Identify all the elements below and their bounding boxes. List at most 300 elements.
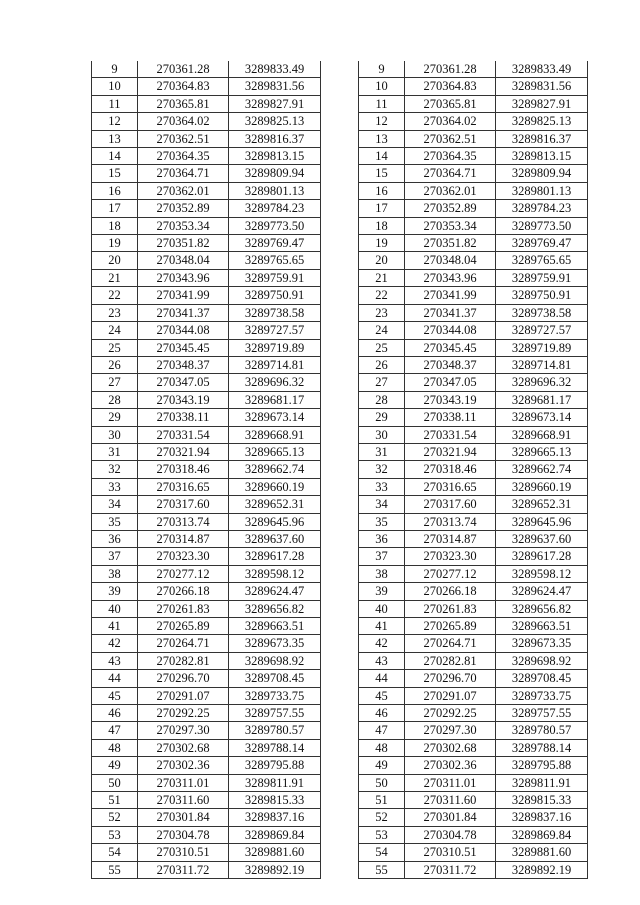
point-number-cell: 44 [92,670,138,687]
x-coordinate-cell: 270348.04 [138,252,229,269]
table-row [92,130,321,147]
y-coordinate-cell: 3289827.91 [229,95,321,112]
y-coordinate-cell: 3289892.19 [229,861,321,878]
y-coordinate-cell: 3289784.23 [229,200,321,217]
y-coordinate-cell: 3289801.13 [229,182,321,199]
y-coordinate-cell: 3289733.75 [496,687,588,704]
y-coordinate-cell: 3289719.89 [496,339,588,356]
x-coordinate-cell: 270302.68 [405,739,496,756]
x-coordinate-cell: 270310.51 [138,844,229,861]
table-row [359,217,588,234]
point-number-cell: 55 [92,861,138,878]
table-row [92,635,321,652]
point-number-cell: 47 [92,722,138,739]
table-row [359,705,588,722]
table-row [359,304,588,321]
y-coordinate-cell: 3289652.31 [496,496,588,513]
point-number-cell: 20 [359,252,405,269]
table-row [92,757,321,774]
point-number-cell: 46 [92,705,138,722]
x-coordinate-cell: 270302.68 [138,739,229,756]
x-coordinate-cell: 270302.36 [138,757,229,774]
table-row [359,339,588,356]
point-number-cell: 22 [359,287,405,304]
table-row [359,478,588,495]
x-coordinate-cell: 270331.54 [405,426,496,443]
table-row [359,130,588,147]
point-number-cell: 32 [92,461,138,478]
x-coordinate-cell: 270364.02 [138,113,229,130]
x-coordinate-cell: 270338.11 [405,409,496,426]
x-coordinate-cell: 270296.70 [138,670,229,687]
point-number-cell: 21 [92,269,138,286]
point-number-cell: 50 [92,774,138,791]
table-row [92,530,321,547]
point-number-cell: 35 [359,513,405,530]
y-coordinate-cell: 3289881.60 [229,844,321,861]
point-number-cell: 34 [359,496,405,513]
y-coordinate-cell: 3289881.60 [496,844,588,861]
table-row [92,565,321,582]
x-coordinate-cell: 270364.02 [405,113,496,130]
x-coordinate-cell: 270311.01 [138,774,229,791]
table-row [92,304,321,321]
y-coordinate-cell: 3289637.60 [229,530,321,547]
point-number-cell: 20 [92,252,138,269]
x-coordinate-cell: 270311.01 [405,774,496,791]
point-number-cell: 29 [92,409,138,426]
x-coordinate-cell: 270344.08 [405,322,496,339]
x-coordinate-cell: 270266.18 [138,583,229,600]
x-coordinate-cell: 270314.87 [138,530,229,547]
point-number-cell: 24 [359,322,405,339]
point-number-cell: 35 [92,513,138,530]
y-coordinate-cell: 3289833.49 [229,61,321,78]
y-coordinate-cell: 3289673.35 [496,635,588,652]
table-row [359,443,588,460]
x-coordinate-cell: 270351.82 [138,235,229,252]
point-number-cell: 54 [92,844,138,861]
table-row [359,548,588,565]
table-row [359,861,588,878]
point-number-cell: 48 [92,739,138,756]
y-coordinate-cell: 3289668.91 [496,426,588,443]
table-row [359,61,588,78]
x-coordinate-cell: 270344.08 [138,322,229,339]
point-number-cell: 31 [359,443,405,460]
point-number-cell: 51 [92,792,138,809]
x-coordinate-cell: 270304.78 [405,826,496,843]
x-coordinate-cell: 270347.05 [405,374,496,391]
y-coordinate-cell: 3289662.74 [496,461,588,478]
x-coordinate-cell: 270261.83 [138,600,229,617]
x-coordinate-cell: 270365.81 [405,95,496,112]
x-coordinate-cell: 270318.46 [405,461,496,478]
y-coordinate-cell: 3289673.14 [496,409,588,426]
point-number-cell: 38 [359,565,405,582]
table-row [92,548,321,565]
point-number-cell: 21 [359,269,405,286]
y-coordinate-cell: 3289696.32 [229,374,321,391]
x-coordinate-cell: 270264.71 [138,635,229,652]
table-row [92,722,321,739]
table-row [359,844,588,861]
table-row [92,217,321,234]
table-row [92,826,321,843]
x-coordinate-cell: 270282.81 [405,652,496,669]
table-row [92,670,321,687]
y-coordinate-cell: 3289663.51 [229,618,321,635]
point-number-cell: 42 [359,635,405,652]
x-coordinate-cell: 270292.25 [138,705,229,722]
table-row [359,322,588,339]
table-row [92,443,321,460]
y-coordinate-cell: 3289733.75 [229,687,321,704]
point-number-cell: 32 [359,461,405,478]
table-row [92,774,321,791]
point-number-cell: 46 [359,705,405,722]
y-coordinate-cell: 3289656.82 [496,600,588,617]
point-number-cell: 44 [359,670,405,687]
x-coordinate-cell: 270331.54 [138,426,229,443]
y-coordinate-cell: 3289708.45 [496,670,588,687]
table-row [92,739,321,756]
y-coordinate-cell: 3289637.60 [496,530,588,547]
x-coordinate-cell: 270351.82 [405,235,496,252]
y-coordinate-cell: 3289765.65 [496,252,588,269]
table-row [92,252,321,269]
table-row [92,461,321,478]
table-row [92,391,321,408]
coordinate-table-right-body [359,61,588,879]
y-coordinate-cell: 3289869.84 [496,826,588,843]
x-coordinate-cell: 270362.51 [138,130,229,147]
y-coordinate-cell: 3289714.81 [496,356,588,373]
table-row [92,809,321,826]
point-number-cell: 40 [92,600,138,617]
x-coordinate-cell: 270313.74 [138,513,229,530]
table-row [359,269,588,286]
table-row [359,635,588,652]
table-row [92,705,321,722]
point-number-cell: 54 [359,844,405,861]
y-coordinate-cell: 3289784.23 [496,200,588,217]
x-coordinate-cell: 270316.65 [138,478,229,495]
y-coordinate-cell: 3289738.58 [229,304,321,321]
x-coordinate-cell: 270341.37 [138,304,229,321]
point-number-cell: 12 [359,113,405,130]
point-number-cell: 26 [359,356,405,373]
x-coordinate-cell: 270362.51 [405,130,496,147]
x-coordinate-cell: 270277.12 [138,565,229,582]
x-coordinate-cell: 270364.35 [405,148,496,165]
x-coordinate-cell: 270264.71 [405,635,496,652]
table-row [359,356,588,373]
y-coordinate-cell: 3289696.32 [496,374,588,391]
y-coordinate-cell: 3289780.57 [229,722,321,739]
point-number-cell: 29 [359,409,405,426]
x-coordinate-cell: 270311.60 [138,792,229,809]
y-coordinate-cell: 3289727.57 [229,322,321,339]
y-coordinate-cell: 3289624.47 [496,583,588,600]
point-number-cell: 9 [359,61,405,78]
y-coordinate-cell: 3289663.51 [496,618,588,635]
x-coordinate-cell: 270301.84 [405,809,496,826]
table-row [92,618,321,635]
y-coordinate-cell: 3289815.33 [229,792,321,809]
table-row [359,165,588,182]
table-row [92,322,321,339]
y-coordinate-cell: 3289831.56 [229,78,321,95]
y-coordinate-cell: 3289738.58 [496,304,588,321]
y-coordinate-cell: 3289598.12 [496,565,588,582]
x-coordinate-cell: 270343.96 [405,269,496,286]
x-coordinate-cell: 270341.99 [405,287,496,304]
point-number-cell: 13 [92,130,138,147]
x-coordinate-cell: 270353.34 [405,217,496,234]
table-row [359,722,588,739]
x-coordinate-cell: 270364.71 [405,165,496,182]
table-row [92,78,321,95]
table-row [92,426,321,443]
point-number-cell: 11 [92,95,138,112]
x-coordinate-cell: 270341.37 [405,304,496,321]
y-coordinate-cell: 3289759.91 [229,269,321,286]
x-coordinate-cell: 270265.89 [405,618,496,635]
point-number-cell: 16 [359,182,405,199]
y-coordinate-cell: 3289708.45 [229,670,321,687]
x-coordinate-cell: 270316.65 [405,478,496,495]
point-number-cell: 11 [359,95,405,112]
x-coordinate-cell: 270314.87 [405,530,496,547]
x-coordinate-cell: 270321.94 [405,443,496,460]
point-number-cell: 48 [359,739,405,756]
y-coordinate-cell: 3289813.15 [496,148,588,165]
x-coordinate-cell: 270343.19 [138,391,229,408]
point-number-cell: 27 [359,374,405,391]
table-row [359,496,588,513]
point-number-cell: 33 [359,478,405,495]
y-coordinate-cell: 3289788.14 [229,739,321,756]
y-coordinate-cell: 3289681.17 [229,391,321,408]
x-coordinate-cell: 270348.04 [405,252,496,269]
table-row [92,235,321,252]
x-coordinate-cell: 270301.84 [138,809,229,826]
x-coordinate-cell: 270318.46 [138,461,229,478]
coordinate-table-left-body [92,61,321,879]
point-number-cell: 49 [359,757,405,774]
point-number-cell: 41 [92,618,138,635]
x-coordinate-cell: 270341.99 [138,287,229,304]
y-coordinate-cell: 3289773.50 [496,217,588,234]
x-coordinate-cell: 270323.30 [405,548,496,565]
point-number-cell: 17 [359,200,405,217]
x-coordinate-cell: 270345.45 [405,339,496,356]
table-row [92,287,321,304]
x-coordinate-cell: 270282.81 [138,652,229,669]
point-number-cell: 43 [359,652,405,669]
y-coordinate-cell: 3289809.94 [229,165,321,182]
table-row [359,513,588,530]
x-coordinate-cell: 270296.70 [405,670,496,687]
x-coordinate-cell: 270362.01 [405,182,496,199]
y-coordinate-cell: 3289769.47 [496,235,588,252]
x-coordinate-cell: 270343.19 [405,391,496,408]
point-number-cell: 10 [359,78,405,95]
point-number-cell: 40 [359,600,405,617]
x-coordinate-cell: 270304.78 [138,826,229,843]
y-coordinate-cell: 3289827.91 [496,95,588,112]
point-number-cell: 25 [359,339,405,356]
x-coordinate-cell: 270261.83 [405,600,496,617]
table-row [359,826,588,843]
point-number-cell: 31 [92,443,138,460]
y-coordinate-cell: 3289668.91 [229,426,321,443]
table-row [359,113,588,130]
table-row [359,182,588,199]
table-row [359,235,588,252]
table-row [359,409,588,426]
point-number-cell: 23 [92,304,138,321]
x-coordinate-cell: 270291.07 [405,687,496,704]
x-coordinate-cell: 270362.01 [138,182,229,199]
y-coordinate-cell: 3289673.35 [229,635,321,652]
x-coordinate-cell: 270338.11 [138,409,229,426]
point-number-cell: 22 [92,287,138,304]
y-coordinate-cell: 3289645.96 [229,513,321,530]
point-number-cell: 9 [92,61,138,78]
table-row [359,200,588,217]
table-row [92,61,321,78]
table-row [359,78,588,95]
point-number-cell: 17 [92,200,138,217]
point-number-cell: 49 [92,757,138,774]
point-number-cell: 25 [92,339,138,356]
table-row [92,409,321,426]
table-row [359,391,588,408]
table-row [359,583,588,600]
point-number-cell: 55 [359,861,405,878]
y-coordinate-cell: 3289598.12 [229,565,321,582]
x-coordinate-cell: 270361.28 [138,61,229,78]
x-coordinate-cell: 270291.07 [138,687,229,704]
table-row [359,461,588,478]
table-row [359,374,588,391]
x-coordinate-cell: 270345.45 [138,339,229,356]
x-coordinate-cell: 270311.72 [405,861,496,878]
x-coordinate-cell: 270313.74 [405,513,496,530]
table-row [359,618,588,635]
x-coordinate-cell: 270352.89 [405,200,496,217]
point-number-cell: 30 [92,426,138,443]
y-coordinate-cell: 3289769.47 [229,235,321,252]
point-number-cell: 42 [92,635,138,652]
table-row [92,600,321,617]
point-number-cell: 36 [92,530,138,547]
y-coordinate-cell: 3289825.13 [496,113,588,130]
table-row [92,513,321,530]
x-coordinate-cell: 270353.34 [138,217,229,234]
y-coordinate-cell: 3289727.57 [496,322,588,339]
x-coordinate-cell: 270343.96 [138,269,229,286]
x-coordinate-cell: 270317.60 [138,496,229,513]
table-row [92,374,321,391]
y-coordinate-cell: 3289673.14 [229,409,321,426]
y-coordinate-cell: 3289757.55 [229,705,321,722]
table-row [359,670,588,687]
x-coordinate-cell: 270352.89 [138,200,229,217]
table-row [92,200,321,217]
table-row [92,844,321,861]
table-row [92,148,321,165]
table-row [359,565,588,582]
table-row [359,252,588,269]
y-coordinate-cell: 3289837.16 [229,809,321,826]
point-number-cell: 26 [92,356,138,373]
x-coordinate-cell: 270364.35 [138,148,229,165]
x-coordinate-cell: 270310.51 [405,844,496,861]
table-row [92,113,321,130]
x-coordinate-cell: 270317.60 [405,496,496,513]
x-coordinate-cell: 270266.18 [405,583,496,600]
y-coordinate-cell: 3289759.91 [496,269,588,286]
y-coordinate-cell: 3289660.19 [496,478,588,495]
y-coordinate-cell: 3289795.88 [496,757,588,774]
x-coordinate-cell: 270364.71 [138,165,229,182]
x-coordinate-cell: 270302.36 [405,757,496,774]
table-row [359,148,588,165]
table-row [92,339,321,356]
point-number-cell: 39 [92,583,138,600]
x-coordinate-cell: 270265.89 [138,618,229,635]
point-number-cell: 47 [359,722,405,739]
y-coordinate-cell: 3289681.17 [496,391,588,408]
y-coordinate-cell: 3289698.92 [496,652,588,669]
point-number-cell: 41 [359,618,405,635]
table-row [359,95,588,112]
x-coordinate-cell: 270361.28 [405,61,496,78]
table-row [359,809,588,826]
coordinate-table-right [358,61,588,879]
y-coordinate-cell: 3289809.94 [496,165,588,182]
point-number-cell: 38 [92,565,138,582]
y-coordinate-cell: 3289773.50 [229,217,321,234]
y-coordinate-cell: 3289665.13 [229,443,321,460]
y-coordinate-cell: 3289665.13 [496,443,588,460]
y-coordinate-cell: 3289816.37 [229,130,321,147]
point-number-cell: 15 [359,165,405,182]
point-number-cell: 27 [92,374,138,391]
table-row [92,269,321,286]
x-coordinate-cell: 270364.83 [138,78,229,95]
x-coordinate-cell: 270348.37 [138,356,229,373]
x-coordinate-cell: 270297.30 [405,722,496,739]
x-coordinate-cell: 270311.60 [405,792,496,809]
point-number-cell: 16 [92,182,138,199]
table-row [359,426,588,443]
point-number-cell: 52 [359,809,405,826]
x-coordinate-cell: 270292.25 [405,705,496,722]
x-coordinate-cell: 270311.72 [138,861,229,878]
y-coordinate-cell: 3289837.16 [496,809,588,826]
y-coordinate-cell: 3289811.91 [229,774,321,791]
x-coordinate-cell: 270323.30 [138,548,229,565]
coordinate-table-left [91,61,321,879]
y-coordinate-cell: 3289750.91 [496,287,588,304]
point-number-cell: 51 [359,792,405,809]
y-coordinate-cell: 3289831.56 [496,78,588,95]
y-coordinate-cell: 3289825.13 [229,113,321,130]
